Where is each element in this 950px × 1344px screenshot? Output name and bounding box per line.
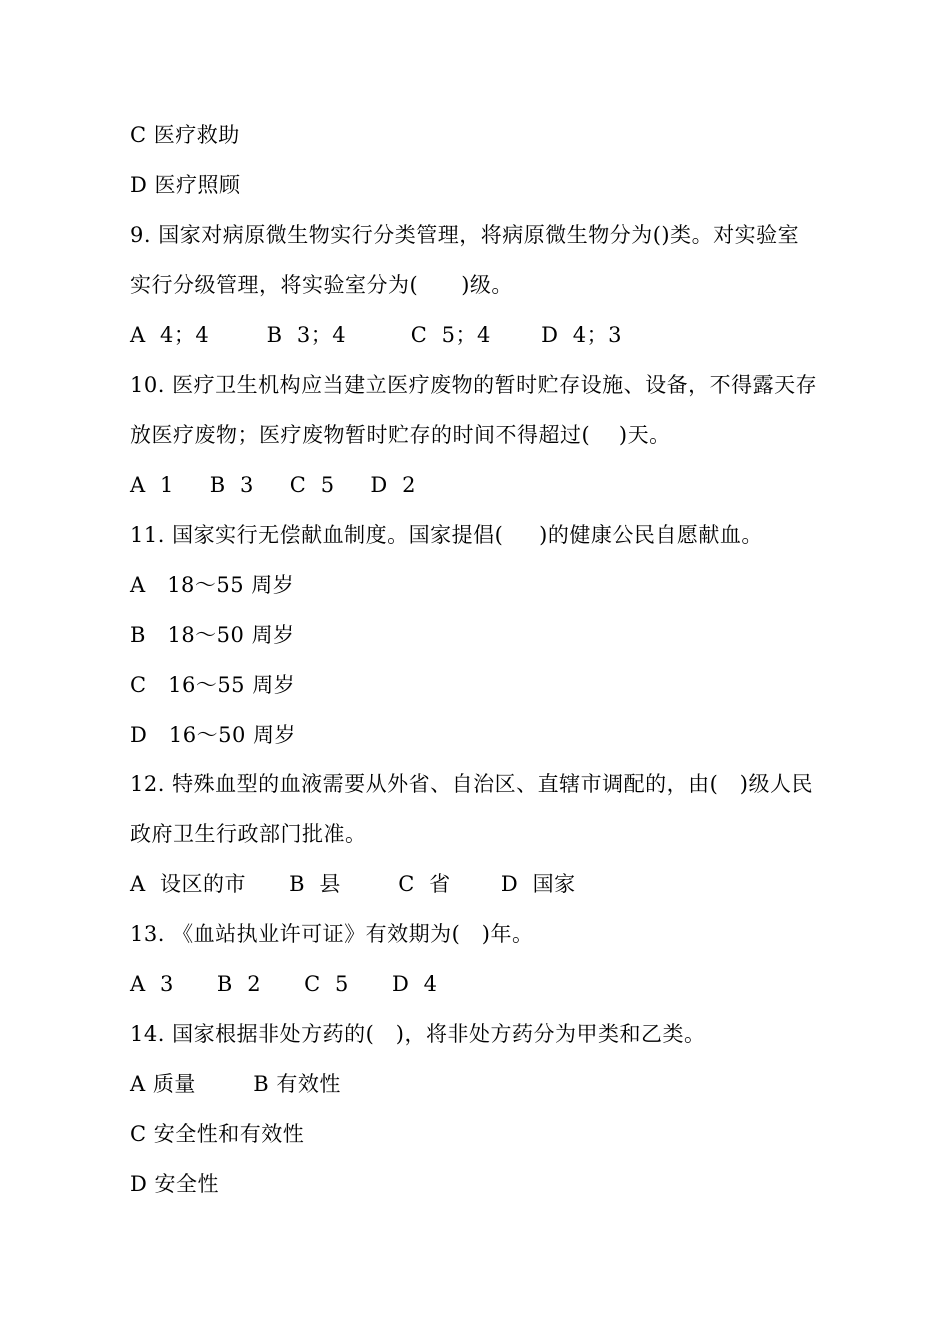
question-9-line-1: 9. 国家对病原微生物实行分类管理，将病原微生物分为()类。对实验室 (130, 223, 800, 247)
question-10-line-2: 放医疗废物；医疗废物暂时贮存的时间不得超过( )天。 (130, 423, 671, 447)
question-11-option-d: D 16～50 周岁 (130, 723, 296, 747)
option-d-medical-care: D 医疗照顾 (130, 173, 241, 197)
question-10-line-1: 10. 医疗卫生机构应当建立医疗废物的暂时贮存设施、设备，不得露天存 (130, 373, 818, 397)
question-11-text: 11. 国家实行无偿献血制度。国家提倡( )的健康公民自愿献血。 (130, 523, 763, 547)
question-14-text: 14. 国家根据非处方药的( )，将非处方药分为甲类和乙类。 (130, 1022, 706, 1046)
question-12-line-1: 12. 特殊血型的血液需要从外省、自治区、直辖市调配的，由( )级人民 (130, 772, 813, 796)
question-14-option-c: C 安全性和有效性 (130, 1122, 305, 1146)
question-11-option-b: B 18～50 周岁 (130, 623, 295, 647)
question-11-option-a: A 18～55 周岁 (130, 573, 295, 597)
question-10-options: A 1 B 3 C 5 D 2 (130, 473, 416, 497)
question-14-options-ab: A 质量 B 有效性 (130, 1072, 341, 1096)
question-13-options: A 3 B 2 C 5 D 4 (130, 972, 438, 996)
question-9-line-2: 实行分级管理，将实验室分为( )级。 (130, 273, 513, 297)
question-12-line-2: 政府卫生行政部门批准。 (130, 822, 367, 846)
question-12-options: A 设区的市 B 县 C 省 D 国家 (130, 872, 576, 896)
question-13-text: 13. 《血站执业许可证》有效期为( )年。 (130, 922, 534, 946)
question-9-options: A 4；4 B 3；4 C 5；4 D 4；3 (130, 323, 622, 347)
question-11-option-c: C 16～55 周岁 (130, 673, 296, 697)
question-14-option-d: D 安全性 (130, 1172, 220, 1196)
option-c-medical-aid: C 医疗救助 (130, 123, 240, 147)
